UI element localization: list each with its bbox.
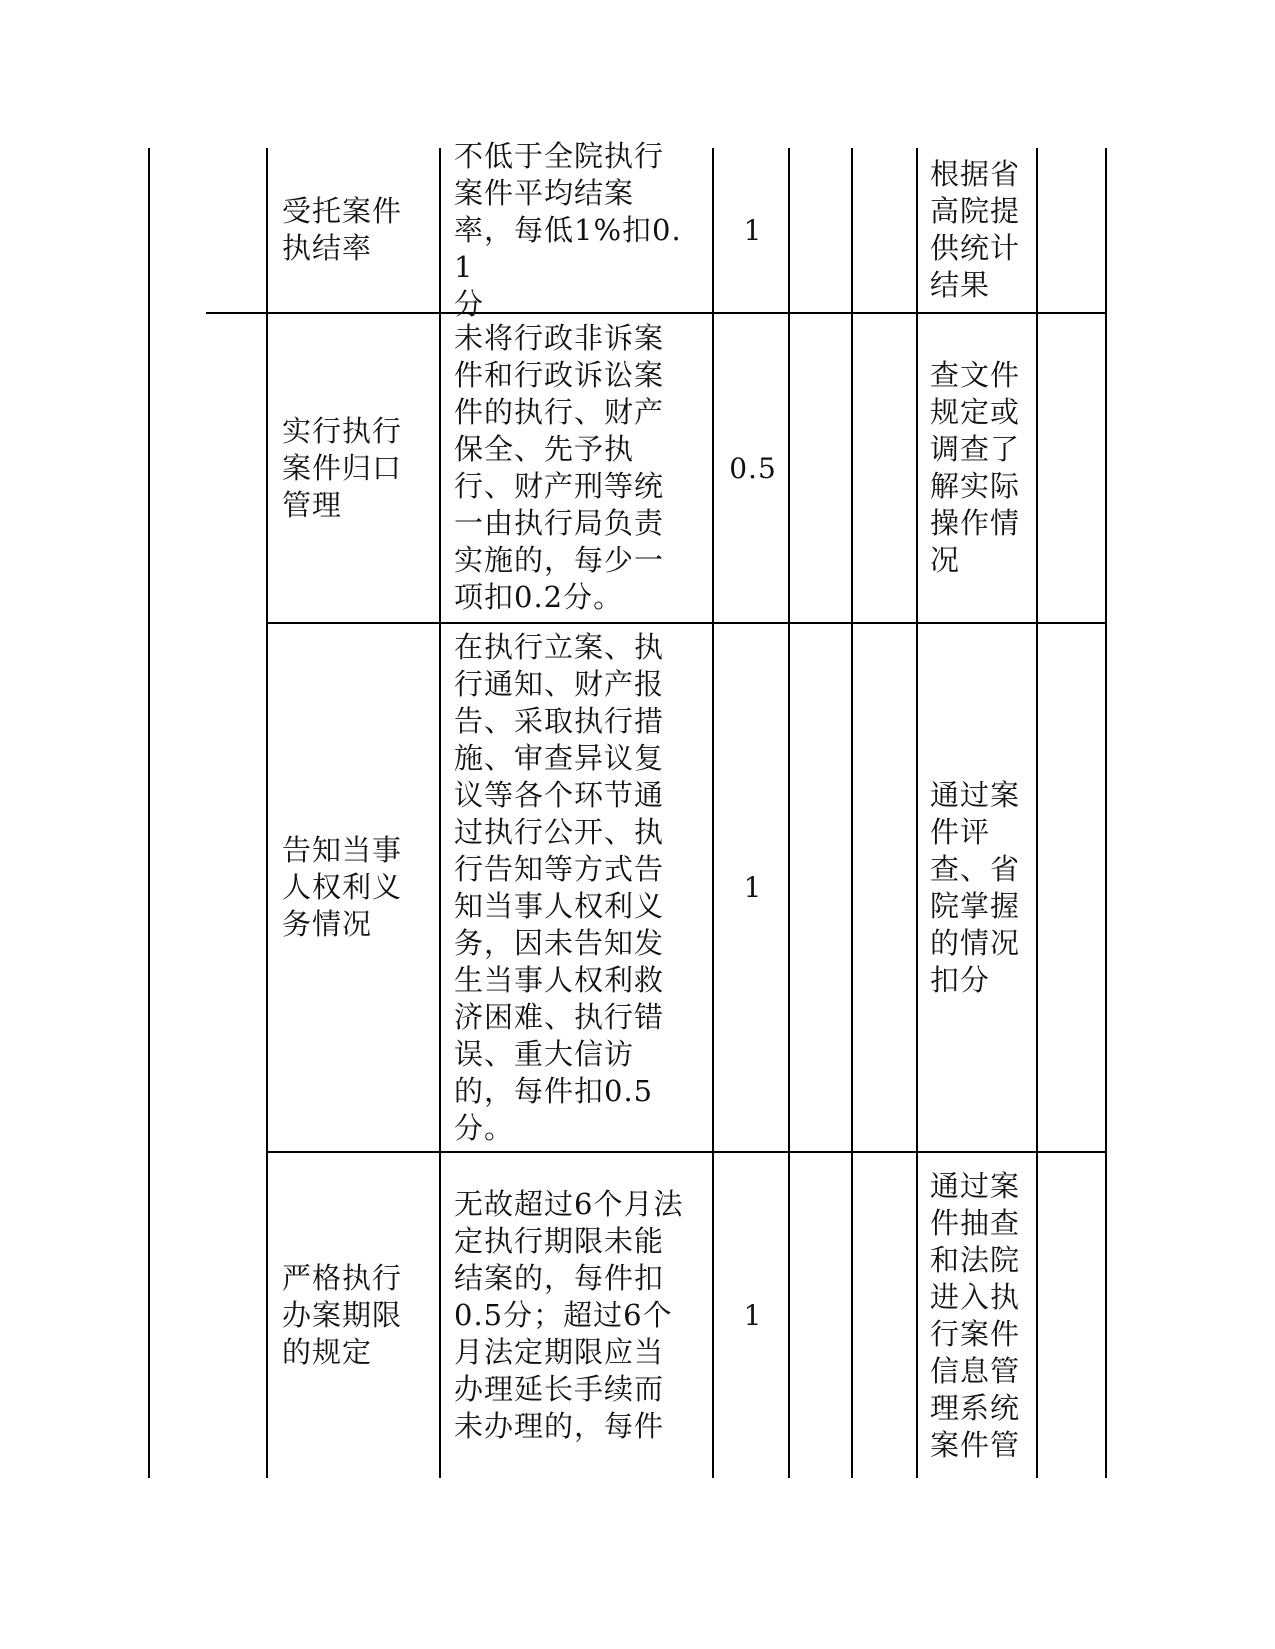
table-column-divider: [1036, 148, 1038, 1478]
method-text: 根据省 高院提 供统计 结果: [930, 157, 1021, 302]
method-text: 通过案 件抽查 和法院 进入执 行案件 信息管 理系统 案件管: [930, 1168, 1021, 1462]
method-text: 通过案 件评 查、省 院掌握 的情况 扣分: [930, 777, 1021, 997]
criteria-text: 无故超过6个月法 定执行期限未能 结案的，每件扣 0.5分；超过6个 月法定期限应当 办理延长手续而 未办理的，每件: [454, 1187, 684, 1443]
table-row-item-cell: [280, 148, 420, 312]
table-row-criteria-cell: [452, 138, 702, 321]
table-row-score-cell: [718, 624, 788, 1151]
item-label: 告知当事 人权利义 务情况: [282, 833, 403, 941]
criteria-text: 在执行立案、执 行通知、财产报 告、采取执行措 施、审查异议复 议等各个环节通 过执行公开、执 行告知等方式告 知当事人权利义 务，因未告知发 生当事人权利救 济困难、执行错 误、重大信访 的，每件扣0.5 分。: [454, 629, 665, 1145]
method-text: 查文件 规定或 调查了 解实际 操作情 况: [930, 358, 1021, 577]
table-border-left: [148, 148, 150, 1478]
table-column-divider: [788, 148, 790, 1478]
score-value: 1: [743, 871, 763, 904]
score-value: 1: [743, 213, 763, 247]
table-row-method-cell: [928, 314, 1028, 622]
table-column-divider: [712, 148, 714, 1478]
table-row-item-cell: [280, 314, 420, 622]
table-row-criteria-cell: [452, 314, 702, 622]
table-row-criteria-cell: [452, 624, 702, 1151]
table-row-method-cell: [928, 1153, 1028, 1478]
criteria-text: 未将行政非诉案 件和行政诉讼案 件的执行、财产 保全、先予执 行、财产刑等统 一由执行局负责 实施的，每少一 项扣0.2分。: [454, 321, 665, 614]
table-row-criteria-cell: [452, 1153, 702, 1478]
table-column-divider: [439, 148, 441, 1478]
score-value: 0.5: [729, 451, 777, 485]
item-label: 严格执行 办案期限 的规定: [282, 1261, 403, 1369]
table-row-score-cell: [718, 1153, 788, 1478]
table-row-score-cell: [718, 314, 788, 622]
score-value: 1: [743, 1299, 763, 1332]
item-label: 实行执行 案件归口 管理: [282, 413, 403, 522]
table-row-item-cell: [280, 624, 420, 1151]
table-column-divider: [916, 148, 918, 1478]
table-column-divider: [266, 148, 268, 1478]
item-label: 受托案件 执结率: [282, 194, 403, 265]
table-row-score-cell: [718, 148, 788, 312]
criteria-text: 不低于全院执行 案件平均结案 率，每低1%扣0.1 分: [454, 138, 682, 321]
table-row-item-cell: [280, 1153, 420, 1478]
table-row-method-cell: [928, 624, 1028, 1151]
table-border-right: [1105, 148, 1107, 1478]
table-row-method-cell: [928, 148, 1028, 312]
table-column-divider: [851, 148, 853, 1478]
